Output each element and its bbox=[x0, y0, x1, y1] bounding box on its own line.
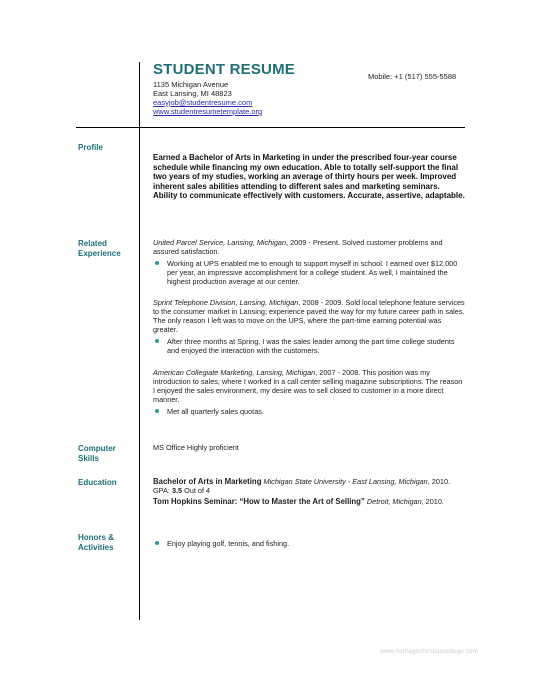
street-address: 1135 Michigan Avenue bbox=[153, 80, 229, 89]
website-link[interactable]: www.studentresumetemplate.org bbox=[153, 107, 263, 116]
gpa-scale: Out of 4 bbox=[182, 486, 211, 495]
company-name: American Collegiate Marketing, Lansing, Michigan bbox=[153, 368, 316, 377]
experience-label-line1: Related bbox=[78, 239, 107, 248]
experience-item bbox=[153, 238, 465, 286]
contact-block bbox=[153, 80, 262, 116]
profile-text: Earned a Bachelor of Arts in Marketing in under the prescribed four-year course schedule while financing my own education. Able to totally self-support the final two years of my studies, working an average of thirty hours per week. Improved inherent sales abilities attending to different sales and marketing seminars. Ability to communicate effectively with customers. Accurate, assertive, adaptable. bbox=[153, 153, 465, 201]
experience-item bbox=[153, 368, 465, 416]
degree-name: Tom Hopkins Seminar: “How to Master the Art of Selling” bbox=[153, 497, 365, 506]
company-name: Sprint Telephone Division, Lansing, Michigan bbox=[153, 298, 299, 307]
education-label bbox=[78, 478, 117, 488]
experience-label bbox=[78, 239, 121, 259]
city-address: East Lansing, MI 48823 bbox=[153, 89, 232, 98]
degree-name: Bachelor of Arts in Marketing bbox=[153, 477, 262, 486]
education-details: , 2010. bbox=[421, 497, 444, 506]
resume-title: STUDENT RESUME bbox=[153, 61, 295, 78]
education-label-text: Education bbox=[78, 478, 117, 487]
honors-label-line2: Activities bbox=[78, 543, 114, 552]
skills-label bbox=[78, 444, 116, 464]
bullet-item bbox=[153, 539, 465, 548]
profile-label bbox=[78, 143, 103, 153]
bullet-item bbox=[153, 259, 465, 286]
job-details: , 2008 - 2009. Sold local telephone feature services to the consumer market in Lansing; experience paved the way for my future career path in sales. The only reason I left was to move on the UPS, where the part-time earning potential was greater. bbox=[153, 298, 465, 334]
bullet-item bbox=[153, 407, 465, 416]
horizontal-divider bbox=[76, 127, 465, 128]
education-details: , 2010. GPA: bbox=[153, 477, 451, 495]
job-details: , 2009 - Present. Solved customer problems and assured satisfaction. bbox=[153, 238, 443, 256]
gpa-value: 3.5 bbox=[171, 486, 183, 495]
school-name: Michigan State University - East Lansing, Michigan bbox=[263, 477, 428, 486]
school-name: Detroit, Michigan bbox=[366, 497, 422, 506]
skills-label-line1: Computer bbox=[78, 444, 116, 453]
honors-label bbox=[78, 533, 114, 553]
bullet-text: After three months at Spring, I was the sales leader among the part time college students and enjoyed the interaction with the customers. bbox=[167, 337, 455, 355]
email-link[interactable]: easyjob@studentresume.com bbox=[153, 98, 253, 107]
education-item bbox=[153, 497, 465, 506]
bullet-text: Met all quarterly sales quotas. bbox=[167, 407, 264, 416]
bullet-text: Working at UPS enabled me to enough to support myself in school. I earned over $12,000 per year, an impressive accomplishment for a college student. As well, I maintained the highest production average at our center. bbox=[167, 259, 458, 286]
experience-label-line2: Experience bbox=[78, 249, 121, 258]
education-item bbox=[153, 477, 465, 495]
bullet-item bbox=[153, 337, 465, 355]
profile-label-text: Profile bbox=[78, 143, 103, 152]
skills-label-line2: Skills bbox=[78, 454, 99, 463]
mobile-number: Mobile: +1 (517) 555-5588 bbox=[368, 72, 457, 81]
watermark: www.heritagechristiancollege.com bbox=[380, 648, 478, 655]
bullet-text: Enjoy playing golf, tennis, and fishing. bbox=[167, 539, 290, 548]
honors-label-line1: Honors & bbox=[78, 533, 114, 542]
skills-text: MS Office Highly proficient bbox=[153, 443, 239, 452]
bullet-icon bbox=[155, 261, 159, 265]
honors-list bbox=[153, 536, 465, 548]
bullet-icon bbox=[155, 541, 159, 545]
vertical-divider bbox=[139, 62, 140, 620]
bullet-icon bbox=[155, 409, 159, 413]
experience-item bbox=[153, 298, 465, 355]
job-details: , 2007 - 2008. This position was my introduction to sales, where I worked in a call center selling magazine subscriptions. The reason I enjoyed the sales environment, my desire was to sell closed to customer in a more direct manner. bbox=[153, 368, 463, 404]
bullet-icon bbox=[155, 339, 159, 343]
company-name: United Parcel Service, Lansing, Michigan bbox=[153, 238, 287, 247]
